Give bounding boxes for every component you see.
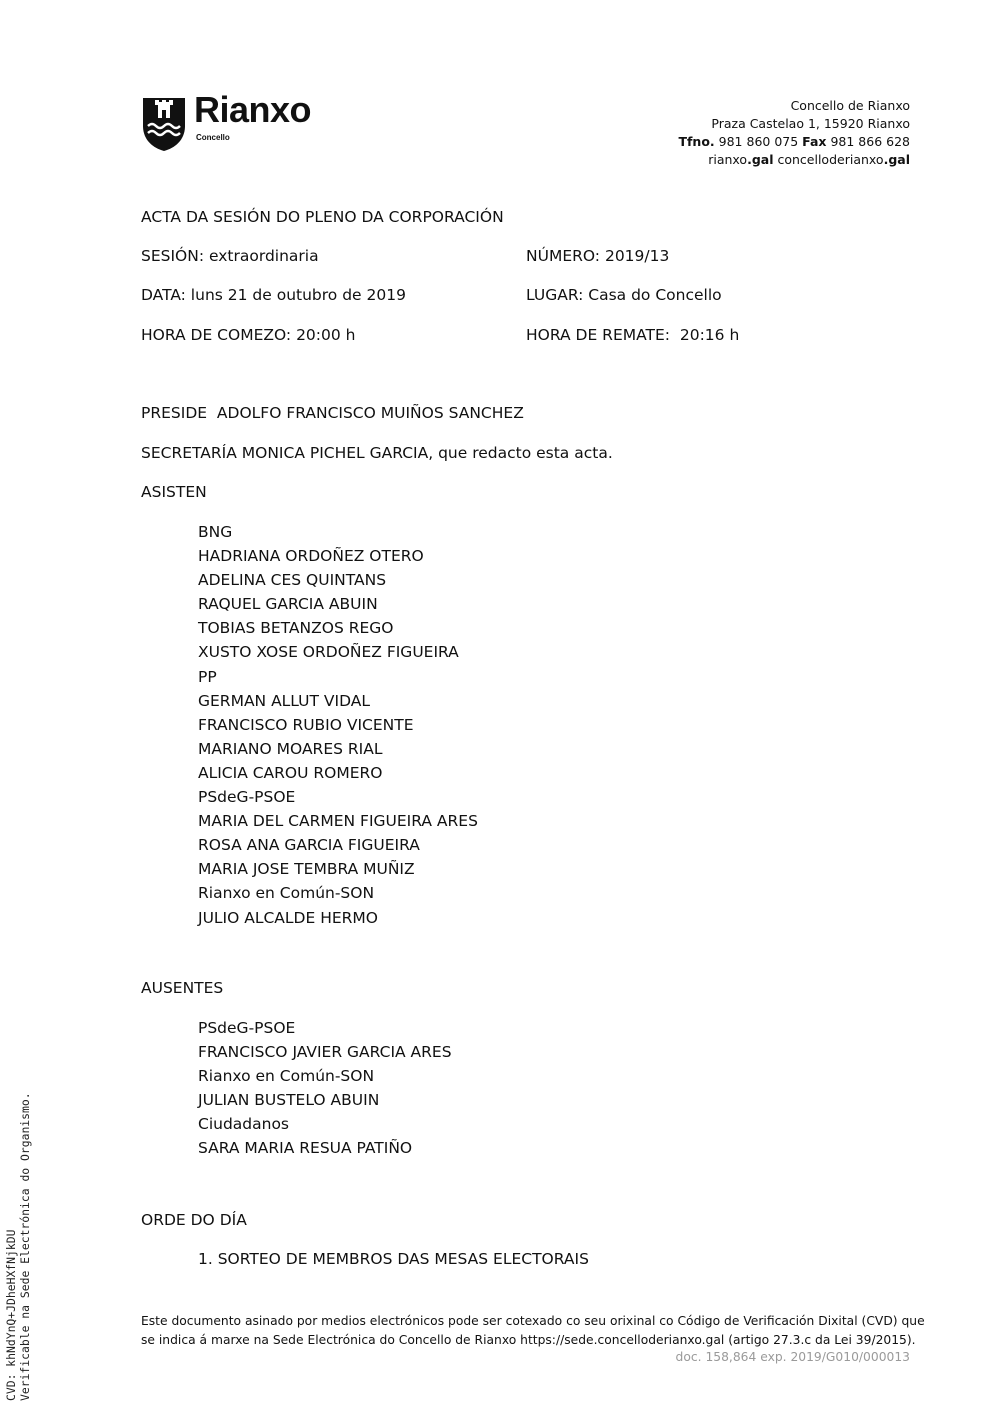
list-item: JULIAN BUSTELO ABUIN xyxy=(198,1091,380,1110)
list-item: XUSTO XOSE ORDOÑEZ FIGUEIRA xyxy=(198,643,459,662)
end-time: HORA DE REMATE: 20:16 h xyxy=(526,326,740,344)
web1-suffix[interactable]: .gal xyxy=(747,152,774,167)
web1-prefix[interactable]: rianxo xyxy=(708,152,748,167)
list-item: FRANCISCO JAVIER GARCIA ARES xyxy=(198,1043,452,1062)
preside-line: PRESIDE ADOLFO FRANCISCO MUIÑOS SANCHEZ xyxy=(141,404,524,422)
cvd-code: CVD: khNdYnQ+JDheHXfNjkDU xyxy=(4,1229,18,1401)
session-number: NÚMERO: 2019/13 xyxy=(526,247,670,265)
document-reference: doc. 158,864 exp. 2019/G010/000013 xyxy=(675,1350,910,1364)
start-time: HORA DE COMEZO: 20:00 h xyxy=(141,326,356,344)
tel-number: 981 860 075 xyxy=(718,134,799,149)
list-item: PSdeG-PSOE xyxy=(198,788,296,807)
street-address: Praza Castelao 1, 15920 Rianxo xyxy=(711,116,910,131)
list-item: Ciudadanos xyxy=(198,1115,290,1134)
list-item: TOBIAS BETANZOS REGO xyxy=(198,619,394,638)
list-item: HADRIANA ORDOÑEZ OTERO xyxy=(198,547,424,566)
org-name: Concello de Rianxo xyxy=(790,98,910,113)
verification-footer xyxy=(141,1312,925,1350)
verification-note: Verificable na Sede Electrónica do Organismo. xyxy=(18,1092,32,1401)
address-block xyxy=(678,97,910,169)
attendees-heading: ASISTEN xyxy=(141,483,207,501)
list-item: MARIA JOSE TEMBRA MUÑIZ xyxy=(198,860,415,879)
act-title: ACTA DA SESIÓN DO PLENO DA CORPORACIÓN xyxy=(141,208,504,226)
list-item: BNG xyxy=(198,523,233,541)
session-date: DATA: luns 21 de outubro de 2019 xyxy=(141,286,406,304)
session-type: SESIÓN: extraordinaria xyxy=(141,247,319,265)
absent-heading: AUSENTES xyxy=(141,979,224,997)
list-item: Rianxo en Común-SON xyxy=(198,884,375,903)
list-item: PP xyxy=(198,667,217,686)
secretary-line: SECRETARÍA MONICA PICHEL GARCIA, que redacto esta acta. xyxy=(141,444,613,462)
list-item: ALICIA CAROU ROMERO xyxy=(198,763,383,782)
web2-prefix[interactable]: concelloderianxo xyxy=(777,152,884,167)
tel-label: Tfno. xyxy=(678,134,715,149)
agenda-item: 1. SORTEO DE MEMBROS DAS MESAS ELECTORAIS xyxy=(198,1250,589,1268)
phone-fax-line xyxy=(678,133,910,151)
coat-of-arms-icon xyxy=(141,96,187,152)
list-item: GERMAN ALLUT VIDAL xyxy=(198,691,370,710)
list-item: RAQUEL GARCIA ABUIN xyxy=(198,595,378,614)
session-place: LUGAR: Casa do Concello xyxy=(526,286,722,304)
web2-suffix[interactable]: .gal xyxy=(883,152,910,167)
list-item: FRANCISCO RUBIO VICENTE xyxy=(198,715,414,734)
list-item: ROSA ANA GARCIA FIGUEIRA xyxy=(198,836,420,855)
agenda-heading: ORDE DO DÍA xyxy=(141,1211,247,1229)
list-item: Rianxo en Común-SON xyxy=(198,1067,375,1086)
logo-subtitle: Concello xyxy=(196,133,230,142)
footer-line-2: se indica á marxe na Sede Electrónica do Concello de Rianxo https://sede.concelloderianxo.gal (artigo 27.3.c da Lei 39/2015). xyxy=(141,1333,916,1347)
attendees-list xyxy=(198,520,478,930)
list-item: MARIA DEL CARMEN FIGUEIRA ARES xyxy=(198,812,478,831)
list-item: JULIO ALCALDE HERMO xyxy=(198,908,378,927)
footer-line-1: Este documento asinado por medios electrónicos pode ser cotexado co seu orixinal co Código de Verificación Dixital (CVD) que xyxy=(141,1314,925,1328)
list-item: ADELINA CES QUINTANS xyxy=(198,571,387,590)
fax-number: 981 866 628 xyxy=(830,134,910,149)
fax-label: Fax xyxy=(802,134,827,149)
list-item: SARA MARIA RESUA PATIÑO xyxy=(198,1139,413,1158)
cvd-margin-text xyxy=(4,1092,32,1401)
web-line xyxy=(678,151,910,169)
logo-wordmark: Rianxo xyxy=(194,89,312,130)
list-item: PSdeG-PSOE xyxy=(198,1019,296,1037)
concello-logo xyxy=(141,89,346,155)
absent-list xyxy=(198,1016,452,1161)
list-item: MARIANO MOARES RIAL xyxy=(198,739,383,758)
